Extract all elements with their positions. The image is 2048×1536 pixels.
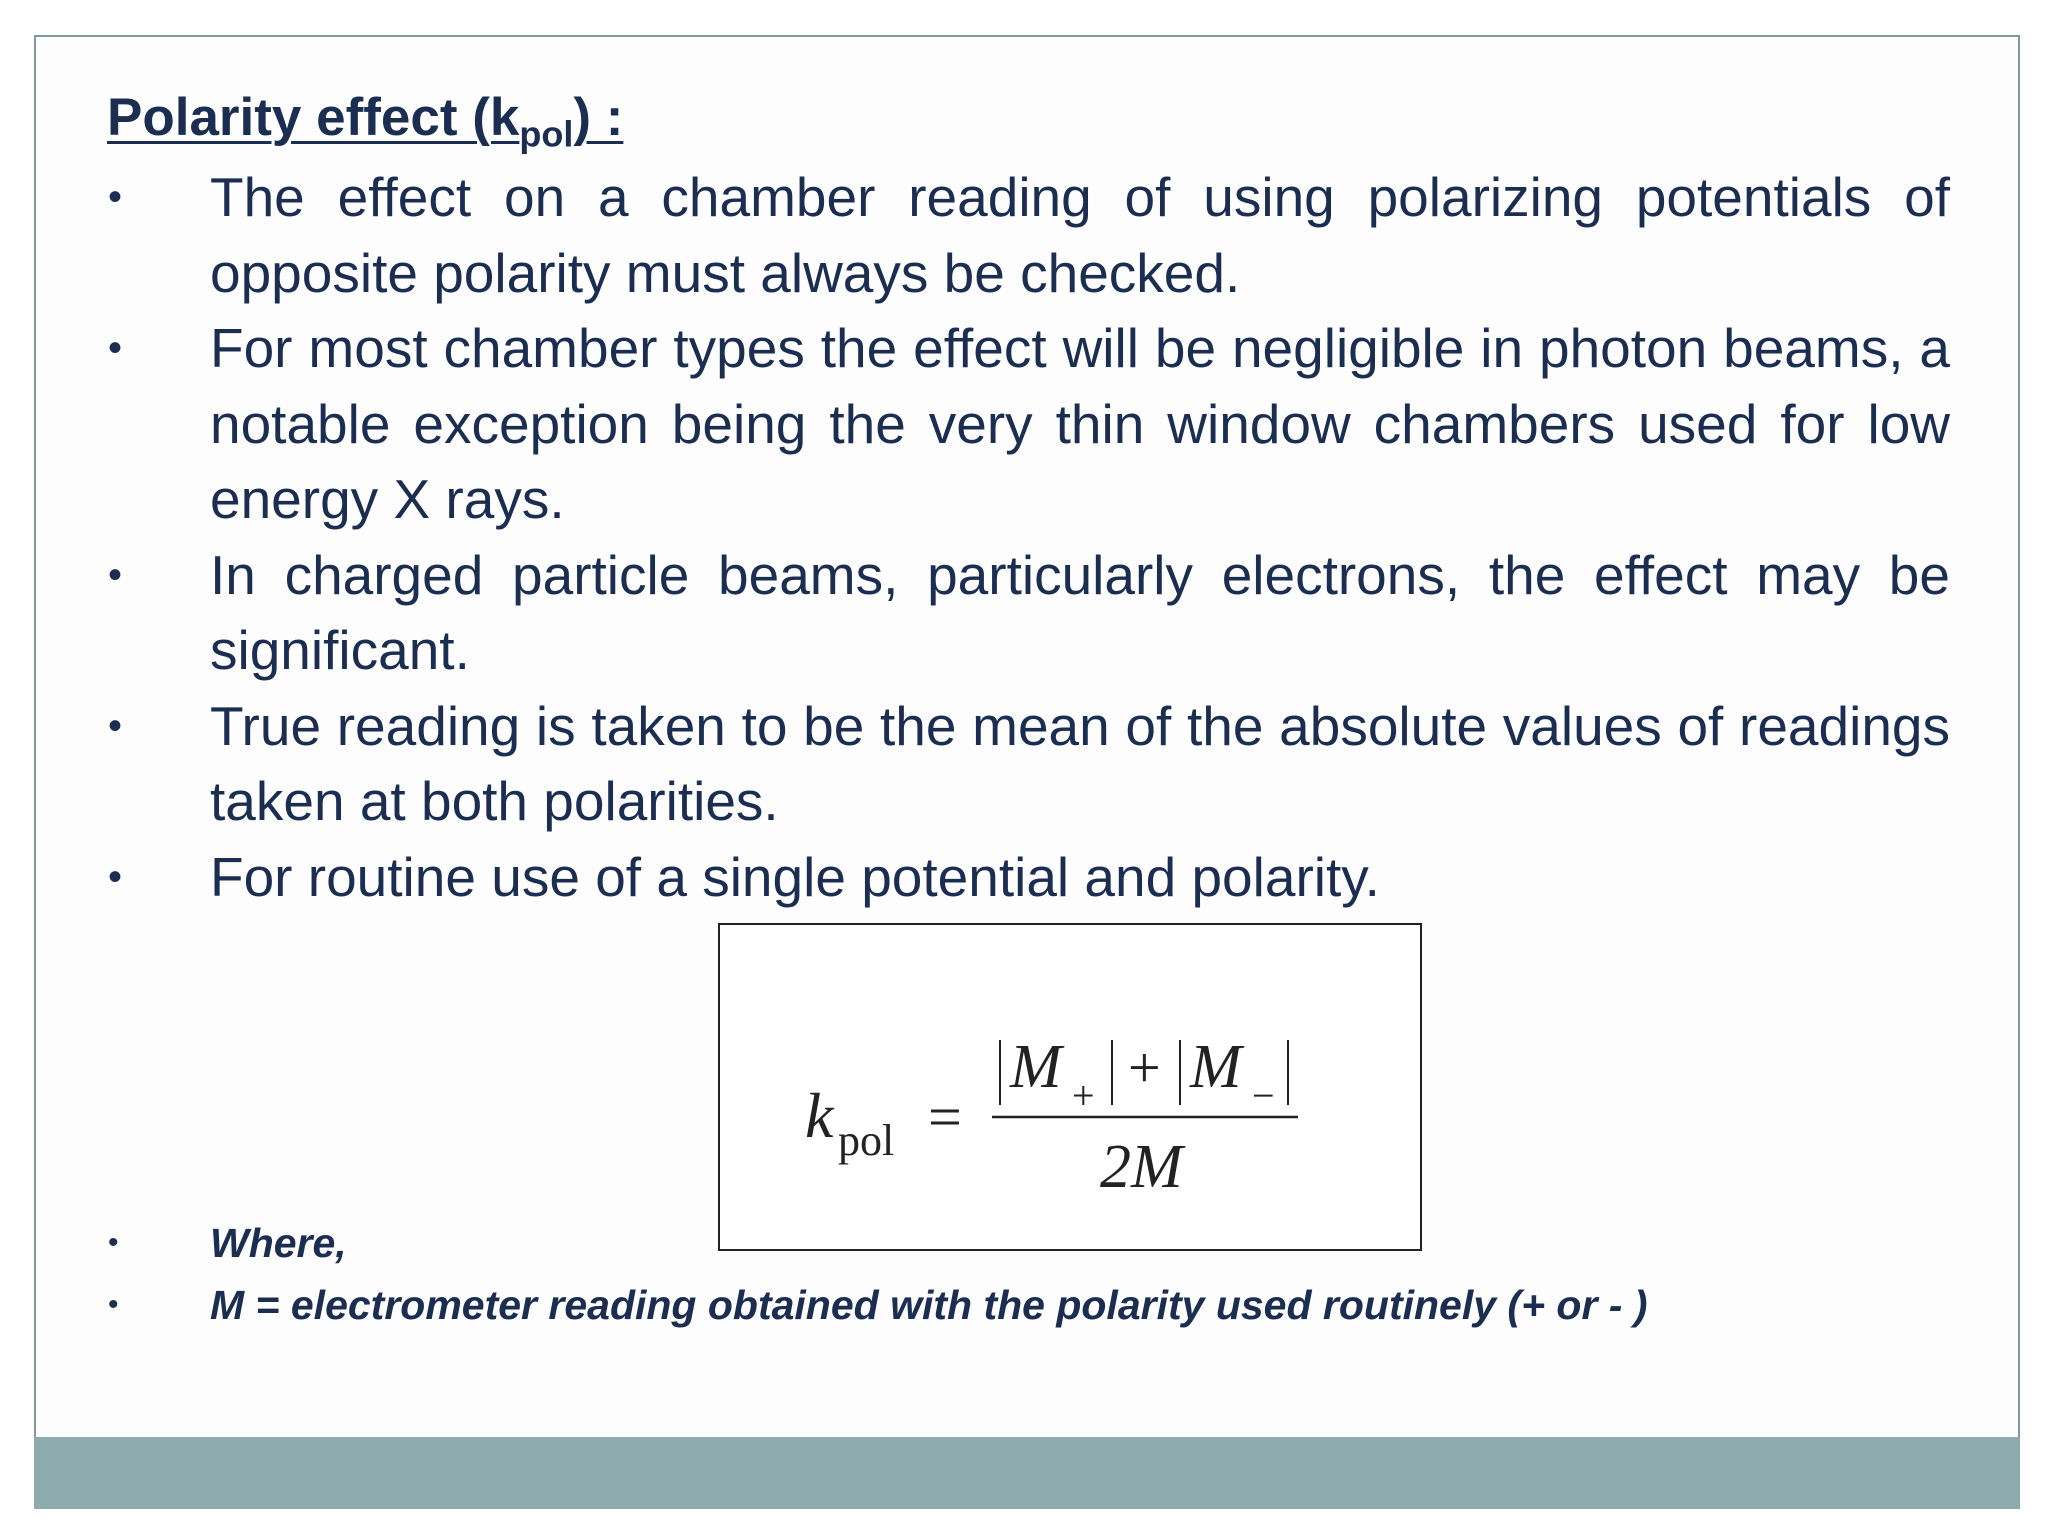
plus-subscript: +	[1072, 1073, 1095, 1118]
bullet-marker: •	[108, 552, 123, 597]
minus-subscript: −	[1252, 1073, 1275, 1118]
bullet-marker: •	[108, 854, 123, 899]
bullet-marker: •	[108, 175, 123, 219]
bullet-item	[0, 840, 1980, 916]
note-text: M = electrometer reading obtained with the polarity used routinely (+ or - )	[210, 1282, 1648, 1328]
bullet-text: The effect on a chamber reading of using polarizing potentials of opposite polarity must always be checked.	[210, 166, 1950, 304]
bullet-marker: •	[108, 1226, 119, 1259]
bullet-text: For routine use of a single potential and polarity.	[210, 845, 1380, 908]
formula-lhs: k	[805, 1080, 834, 1151]
formula-image	[720, 925, 1420, 1249]
denominator: 2M	[1100, 1133, 1183, 1201]
bullet-marker: •	[108, 703, 123, 748]
footer-bar	[34, 1437, 2020, 1509]
bullet-item	[0, 689, 1980, 840]
bullet-text: True reading is taken to be the mean of the absolute values of readings taken at both polarities.	[210, 694, 1950, 832]
formula-equals: =	[928, 1084, 962, 1150]
note-item	[0, 1274, 1980, 1336]
bullet-item	[0, 160, 1980, 311]
numerator-var-plus: M	[1010, 1033, 1062, 1101]
bullet-marker: •	[108, 1288, 119, 1321]
note-item	[0, 1212, 1980, 1274]
formula-lhs-subscript: pol	[838, 1116, 895, 1165]
title-prefix: Polarity effect (k	[107, 88, 520, 147]
bullet-text: For most chamber types the effect will be negligible in photon beams, a notable exception being the very thin window chambers used for low energy X rays.	[210, 317, 1950, 530]
formula-box	[718, 923, 1422, 1251]
bullet-item	[0, 311, 1980, 538]
note-text: Where,	[210, 1220, 347, 1266]
slide-title	[107, 84, 624, 155]
bullet-text: In charged particle beams, particularly electrons, the effect may be significant.	[210, 543, 1950, 681]
numerator-operator: +	[1128, 1035, 1161, 1100]
notes-list	[0, 1212, 1980, 1336]
bullet-item	[0, 538, 1980, 689]
title-suffix: ) :	[573, 88, 624, 147]
title-subscript: pol	[519, 113, 574, 155]
bullet-marker: •	[108, 326, 123, 370]
bullet-list	[0, 160, 1980, 915]
numerator-var-minus: M	[1190, 1033, 1242, 1101]
